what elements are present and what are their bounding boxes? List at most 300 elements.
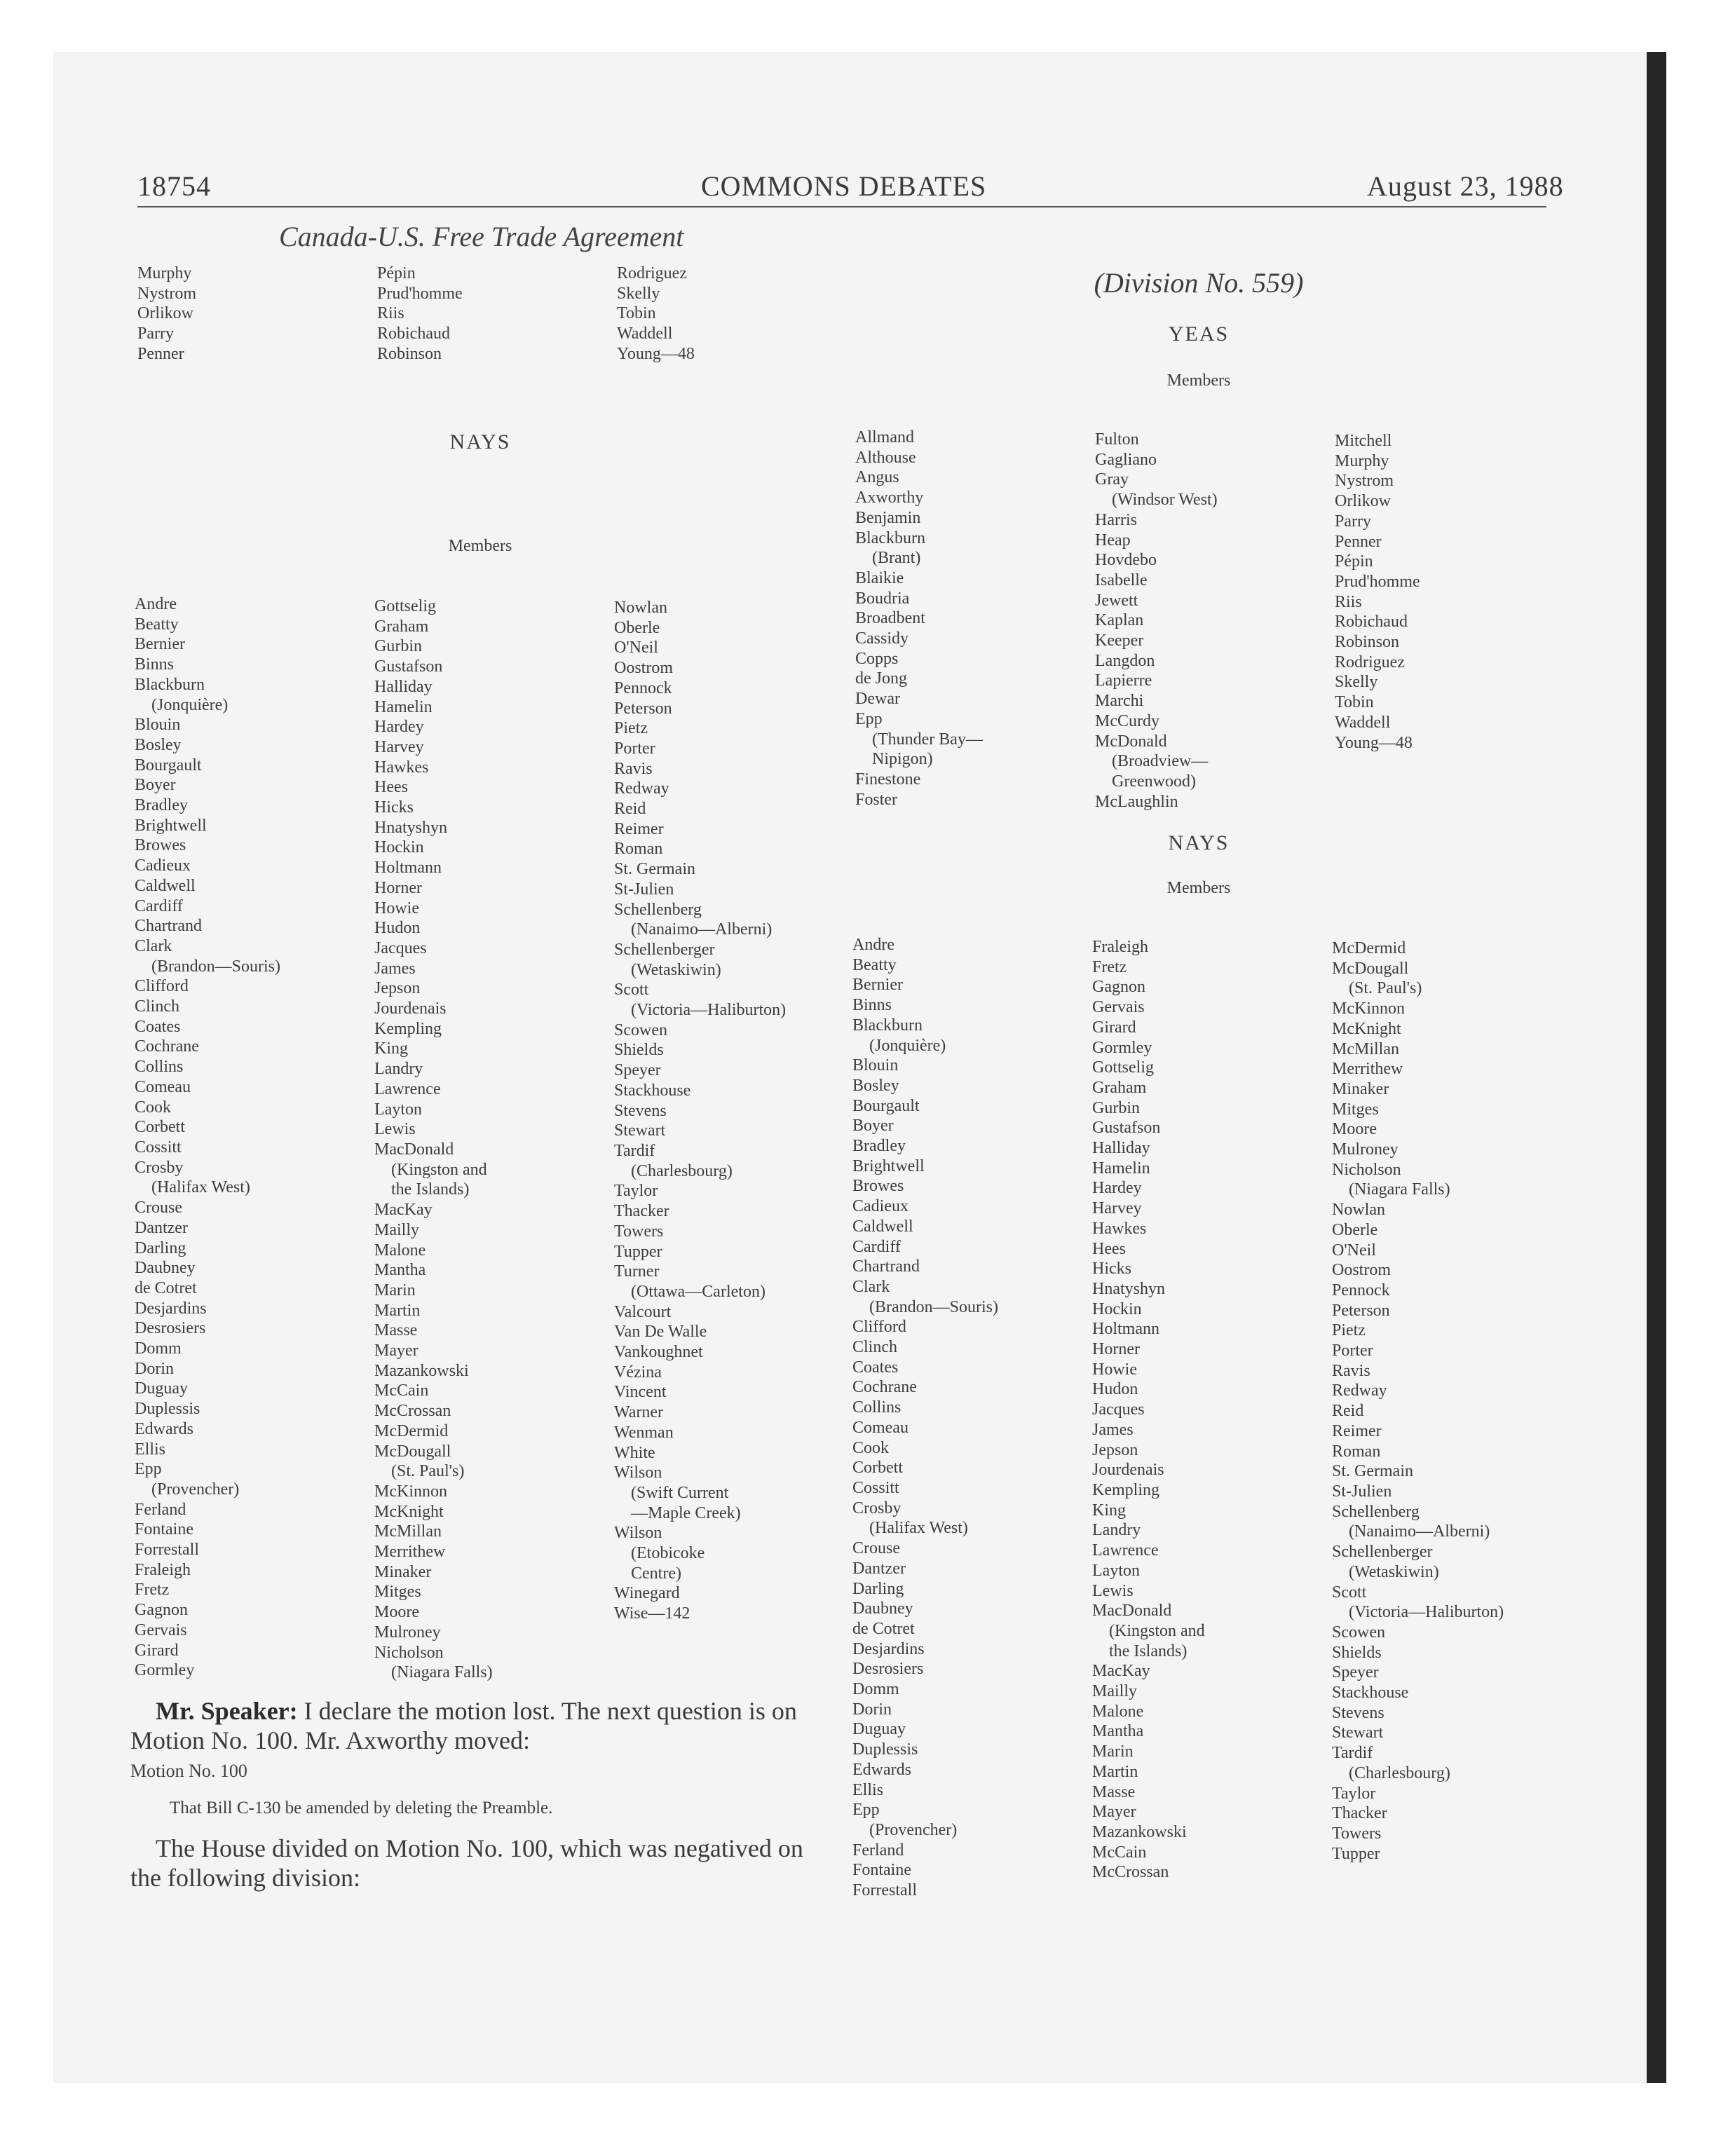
member-name: Epp — [135, 1460, 162, 1479]
member-name: Dantzer — [135, 1218, 188, 1237]
member-name: Hockin — [374, 838, 424, 857]
member-name: MacKay — [374, 1201, 433, 1220]
member-name: Binns — [852, 996, 892, 1015]
member-name: Holtmann — [374, 859, 442, 878]
member-name: Malone — [1092, 1702, 1144, 1721]
member-name: Langdon — [1095, 651, 1155, 670]
member-name: Epp — [852, 1801, 880, 1820]
member-name: McKnight — [1332, 1019, 1401, 1038]
member-name: Oberle — [1332, 1220, 1378, 1239]
member-name: St. Germain — [1332, 1462, 1413, 1481]
left-nays-col-3 — [614, 598, 786, 1624]
member-name: Oostrom — [1332, 1261, 1391, 1280]
member-name: Cossitt — [852, 1478, 899, 1497]
member-name: Isabelle — [1095, 571, 1148, 589]
member-name: Nowlan — [1332, 1201, 1385, 1220]
member-name: Jacques — [374, 939, 427, 957]
member-name: Oostrom — [614, 659, 673, 678]
member-name: Porter — [1332, 1342, 1373, 1360]
member-name: MacDonald — [374, 1140, 454, 1159]
member-name: Hicks — [1092, 1260, 1131, 1278]
member-name: Layton — [1092, 1561, 1140, 1580]
member-riding: (Provencher) — [869, 1820, 958, 1839]
member-name: Hudon — [374, 919, 421, 938]
speaker-paragraph — [130, 1696, 838, 1755]
member-riding: (Niagara Falls) — [391, 1663, 493, 1682]
member-name: Bourgault — [852, 1096, 920, 1115]
member-name: Ferland — [135, 1500, 186, 1519]
member-name: Harris — [1095, 510, 1137, 529]
member-name: Finestone — [855, 770, 921, 789]
member-name: Cochrane — [135, 1037, 199, 1056]
member-name: Martin — [1092, 1762, 1138, 1781]
member-name: King — [374, 1039, 408, 1058]
member-name: Epp — [855, 709, 883, 728]
member-name: Tupper — [614, 1242, 662, 1261]
member-name: Rodriguez — [1335, 653, 1405, 671]
member-name: Hamelin — [1092, 1159, 1150, 1178]
member-name: Murphy — [137, 264, 192, 282]
member-name: Boyer — [135, 776, 176, 795]
member-name: Orlikow — [1335, 492, 1391, 511]
member-name: Taylor — [1332, 1784, 1376, 1803]
member-name: Browes — [135, 836, 186, 855]
member-name: Dewar — [855, 690, 900, 709]
member-name: Cardiff — [135, 896, 183, 915]
member-name: McDougall — [1332, 959, 1409, 978]
member-name: Fulton — [1095, 430, 1139, 449]
member-name: Reimer — [1332, 1421, 1382, 1440]
member-riding: (Brandon—Souris) — [151, 957, 280, 976]
member-name: Cochrane — [852, 1378, 917, 1397]
member-name: Horner — [1092, 1340, 1140, 1359]
member-name: Gormley — [135, 1661, 195, 1680]
member-name: Heap — [1095, 531, 1131, 550]
member-name: Kempling — [1092, 1480, 1159, 1499]
member-name: Layton — [374, 1100, 422, 1119]
member-name: Mantha — [1092, 1722, 1144, 1741]
member-name: Bradley — [135, 796, 188, 815]
member-name: Hnatyshyn — [1092, 1279, 1165, 1298]
member-name: Blackburn — [852, 1016, 923, 1035]
member-name: Mitges — [1332, 1100, 1379, 1119]
member-name: Winegard — [614, 1584, 680, 1603]
member-name: Daubney — [135, 1259, 196, 1278]
member-name: Fretz — [1092, 957, 1127, 976]
member-name: Stewart — [614, 1121, 666, 1140]
member-name: McLaughlin — [1095, 792, 1178, 811]
member-riding: Greenwood) — [1112, 772, 1196, 791]
member-name: Gagnon — [1092, 978, 1145, 997]
member-name: Shields — [614, 1041, 664, 1060]
member-name: Warner — [614, 1403, 664, 1422]
member-name: Mulroney — [374, 1623, 441, 1642]
member-riding: (Halifax West) — [869, 1519, 968, 1538]
member-riding: (Etobicoke — [631, 1544, 705, 1563]
speaker-label: Mr. Speaker: — [156, 1697, 298, 1725]
member-name: Robichaud — [377, 325, 450, 343]
member-name: Reid — [614, 800, 646, 819]
member-name: Minaker — [374, 1562, 432, 1581]
member-name: Duplessis — [135, 1400, 200, 1419]
member-name: Caldwell — [135, 876, 196, 895]
member-name: McCurdy — [1095, 711, 1159, 730]
member-name: Gottselig — [1092, 1058, 1154, 1077]
member-name: Redway — [1332, 1381, 1387, 1400]
member-name: Valcourt — [614, 1302, 672, 1321]
member-name: Nystrom — [1335, 472, 1394, 491]
member-name: Beatty — [135, 615, 179, 634]
member-name: Hnatyshyn — [374, 818, 447, 837]
left-nays-heading: NAYS — [449, 430, 511, 453]
member-name: Wilson — [614, 1524, 662, 1543]
member-name: McKinnon — [1332, 999, 1405, 1018]
member-name: Oberle — [614, 618, 660, 637]
member-riding: —Maple Creek) — [631, 1503, 741, 1522]
member-name: Gustafson — [1092, 1119, 1161, 1138]
member-name: Crosby — [852, 1499, 901, 1517]
member-name: Caldwell — [852, 1217, 913, 1236]
member-name: Collins — [852, 1398, 901, 1417]
member-name: Ferland — [852, 1841, 904, 1860]
member-name: Tardif — [1332, 1744, 1373, 1763]
member-name: Marin — [374, 1281, 416, 1299]
member-name: Foster — [855, 790, 897, 809]
member-name: Kempling — [374, 1019, 442, 1038]
member-name: Vincent — [614, 1383, 667, 1402]
member-name: Comeau — [135, 1077, 191, 1096]
member-name: Tardif — [614, 1141, 655, 1160]
yeas-col-2 — [1095, 430, 1218, 812]
member-name: Pépin — [1335, 552, 1373, 571]
member-name: Benjamin — [855, 508, 921, 527]
member-riding: (Victoria—Haliburton) — [631, 1001, 787, 1020]
member-name: Schellenberg — [1332, 1502, 1420, 1521]
member-name: Hockin — [1092, 1299, 1142, 1318]
member-name: Rodriguez — [617, 264, 687, 282]
member-name: Angus — [855, 468, 899, 487]
member-name: Turner — [614, 1262, 660, 1281]
member-name: Holtmann — [1092, 1320, 1159, 1339]
member-name: Jepson — [374, 979, 421, 998]
member-name: Taylor — [614, 1182, 658, 1201]
member-name: Minaker — [1332, 1079, 1389, 1098]
right-nays-members-label: Members — [1166, 879, 1231, 897]
member-name: Crouse — [135, 1199, 182, 1217]
member-name: Marchi — [1095, 692, 1144, 711]
member-name: Howie — [1092, 1360, 1137, 1379]
member-name: Clifford — [135, 977, 189, 996]
member-name: Mayer — [1092, 1803, 1136, 1822]
member-name: Roman — [614, 840, 663, 859]
member-name: Axworthy — [855, 489, 924, 507]
member-riding: (Swift Current — [631, 1483, 729, 1502]
member-name: Girard — [135, 1641, 179, 1660]
member-name: Gray — [1095, 470, 1129, 489]
right-nays-col-1 — [852, 935, 998, 1901]
member-name: Parry — [1335, 512, 1371, 531]
member-riding: (St. Paul's) — [1349, 979, 1422, 998]
member-name: Girard — [1092, 1018, 1136, 1037]
member-name: Scowen — [1332, 1623, 1385, 1642]
member-name: Fraleigh — [1092, 938, 1148, 956]
member-name: Scowen — [614, 1021, 667, 1039]
member-name: Brightwell — [852, 1157, 925, 1175]
member-name: Riis — [377, 304, 404, 323]
member-name: Murphy — [1335, 451, 1389, 470]
member-name: Forrestall — [135, 1541, 199, 1560]
member-name: Lapierre — [1095, 671, 1152, 690]
member-riding: (Ottawa—Carleton) — [631, 1282, 766, 1301]
yeas-col-1 — [855, 428, 983, 810]
member-name: Masse — [374, 1321, 418, 1340]
member-name: Cassidy — [855, 629, 909, 648]
member-name: Gervais — [135, 1621, 187, 1639]
member-name: Chartrand — [852, 1257, 920, 1276]
member-name: Mitchell — [1335, 432, 1392, 450]
member-name: O'Neil — [1332, 1241, 1376, 1260]
member-name: Vézina — [614, 1363, 662, 1381]
member-name: Hudon — [1092, 1380, 1138, 1399]
division-paragraph — [130, 1834, 838, 1892]
member-name: Speyer — [1332, 1663, 1379, 1682]
binding-spine — [1647, 52, 1666, 2083]
member-name: Hardey — [374, 718, 424, 737]
motion-label: Motion No. 100 — [130, 1761, 247, 1781]
member-name: Pietz — [1332, 1321, 1366, 1340]
member-name: Andre — [135, 595, 177, 613]
member-name: Blaikie — [855, 568, 904, 587]
member-riding: Nipigon) — [872, 750, 933, 769]
member-name: Halliday — [374, 677, 433, 696]
member-name: Desrosiers — [852, 1660, 924, 1679]
member-name: McMillan — [374, 1522, 442, 1541]
member-riding: (Kingston and — [1109, 1621, 1205, 1640]
member-name: Fretz — [135, 1581, 170, 1599]
member-name: Gurbin — [374, 637, 422, 656]
member-name: MacDonald — [1092, 1602, 1172, 1621]
member-name: Mulroney — [1332, 1140, 1399, 1159]
member-name: Jepson — [1092, 1440, 1138, 1459]
member-name: Bernier — [852, 976, 903, 995]
member-name: Redway — [614, 779, 669, 798]
member-name: Towers — [614, 1222, 664, 1241]
member-name: Beatty — [852, 955, 897, 974]
member-riding: Centre) — [631, 1564, 681, 1583]
member-name: Ravis — [1332, 1361, 1370, 1380]
member-riding: (Brant) — [872, 549, 921, 568]
member-name: Marin — [1092, 1742, 1134, 1761]
member-name: Wenman — [614, 1423, 674, 1442]
member-name: Crouse — [852, 1539, 900, 1558]
member-name: Jewett — [1095, 591, 1138, 610]
member-name: Young—48 — [617, 344, 695, 363]
member-name: Mailly — [1092, 1682, 1137, 1701]
member-name: Harvey — [374, 737, 424, 756]
yeas-col-3 — [1335, 431, 1420, 753]
member-name: Clinch — [852, 1338, 897, 1357]
division-title: (Division No. 559) — [1094, 267, 1304, 299]
right-nays-heading: NAYS — [1168, 831, 1230, 854]
member-name: Desrosiers — [135, 1319, 206, 1338]
left-nays-col-1 — [135, 594, 280, 1681]
member-name: Towers — [1332, 1824, 1382, 1843]
member-name: Wise—142 — [614, 1604, 690, 1623]
member-name: Landry — [1092, 1521, 1141, 1540]
publication-title: COMMONS DEBATES — [701, 170, 987, 202]
member-riding: (Niagara Falls) — [1349, 1180, 1450, 1199]
member-name: Cook — [852, 1438, 890, 1457]
member-name: Duguay — [135, 1379, 188, 1398]
member-name: McCain — [374, 1381, 429, 1400]
member-name: Dorin — [852, 1700, 892, 1719]
member-name: Robinson — [377, 344, 442, 363]
member-name: Young—48 — [1335, 733, 1413, 752]
member-riding: (Thunder Bay— — [872, 730, 983, 749]
right-nays-col-3 — [1332, 939, 1504, 1864]
member-name: Nicholson — [1332, 1160, 1401, 1179]
member-name: Pietz — [614, 719, 648, 738]
member-name: Gurbin — [1092, 1098, 1140, 1117]
member-name: James — [1092, 1420, 1134, 1439]
member-name: Pépin — [377, 264, 416, 282]
member-name: St-Julien — [1332, 1482, 1392, 1501]
member-riding: (Charlesbourg) — [631, 1161, 733, 1180]
member-name: Reimer — [614, 819, 664, 838]
member-name: Lawrence — [374, 1079, 441, 1098]
member-name: Cadieux — [135, 857, 191, 875]
member-name: Bernier — [135, 635, 185, 654]
member-name: Forrestall — [852, 1881, 917, 1900]
subject-title: Canada-U.S. Free Trade Agreement — [279, 221, 684, 252]
member-name: Jacques — [1092, 1400, 1145, 1419]
member-name: Jourdenais — [374, 999, 447, 1018]
member-name: Allmand — [855, 428, 914, 446]
member-name: James — [374, 959, 416, 978]
member-name: Gagnon — [135, 1601, 188, 1620]
member-name: Porter — [614, 739, 655, 758]
member-name: Cadieux — [852, 1197, 909, 1216]
member-name: Riis — [1335, 592, 1362, 611]
member-name: Collins — [135, 1058, 184, 1077]
member-name: McCain — [1092, 1843, 1147, 1862]
member-name: Gustafson — [374, 657, 443, 676]
member-name: Ellis — [135, 1440, 166, 1459]
member-riding: (Nanaimo—Alberni) — [1349, 1522, 1490, 1541]
member-name: Hees — [374, 778, 408, 797]
member-name: Penner — [137, 344, 184, 363]
member-riding: (Brandon—Souris) — [869, 1297, 998, 1316]
member-name: Hees — [1092, 1239, 1126, 1258]
member-name: McDougall — [374, 1442, 451, 1461]
member-name: Pennock — [1332, 1281, 1390, 1299]
member-name: Malone — [374, 1241, 426, 1260]
member-name: Shields — [1332, 1643, 1382, 1662]
yeas-members-label: Members — [1166, 371, 1231, 390]
member-name: Scott — [1332, 1583, 1367, 1602]
yeas-heading: YEAS — [1168, 322, 1230, 346]
member-name: Mayer — [374, 1342, 419, 1360]
member-name: Nowlan — [614, 599, 667, 617]
member-name: Darling — [852, 1579, 904, 1598]
member-name: Pennock — [614, 678, 672, 697]
member-name: Landry — [374, 1060, 423, 1079]
right-nays-col-2 — [1092, 937, 1205, 1883]
member-name: Graham — [374, 617, 429, 636]
member-name: McKinnon — [374, 1482, 447, 1501]
member-riding: (Nanaimo—Alberni) — [631, 920, 773, 939]
member-name: Dorin — [135, 1359, 174, 1378]
member-name: Peterson — [1332, 1301, 1390, 1320]
member-name: Edwards — [852, 1760, 911, 1779]
member-riding: (Kingston and — [391, 1160, 487, 1179]
member-name: Hovdebo — [1095, 551, 1157, 570]
member-name: Vankoughnet — [614, 1343, 703, 1362]
member-name: Bradley — [852, 1137, 906, 1156]
member-name: Fontaine — [135, 1520, 193, 1539]
member-name: Bosley — [852, 1076, 899, 1095]
member-name: Mazankowski — [1092, 1822, 1187, 1841]
member-name: Mazankowski — [374, 1361, 469, 1380]
member-name: Martin — [374, 1301, 421, 1320]
member-name: Tupper — [1332, 1844, 1380, 1863]
member-name: Hicks — [374, 798, 414, 817]
member-name: Prud'homme — [1335, 572, 1420, 591]
member-name: Stevens — [1332, 1703, 1384, 1722]
member-name: Ellis — [852, 1780, 884, 1799]
member-name: Waddell — [617, 325, 673, 343]
member-name: Fraleigh — [135, 1560, 191, 1579]
member-name: Edwards — [135, 1419, 193, 1438]
member-name: Cossitt — [135, 1138, 182, 1157]
member-name: Andre — [852, 936, 894, 954]
member-name: Boyer — [852, 1117, 894, 1135]
speaker-text: I declare the motion lost. The next question is on Motion No. 100. Mr. Axworthy moved: — [130, 1697, 797, 1754]
member-name: McMillan — [1332, 1039, 1399, 1058]
member-riding: (St. Paul's) — [391, 1462, 465, 1481]
member-name: Gormley — [1092, 1038, 1152, 1057]
member-name: Stackhouse — [1332, 1684, 1409, 1703]
continuation-col-3 — [617, 264, 695, 364]
member-name: St. Germain — [614, 860, 695, 879]
member-name: Gervais — [1092, 998, 1145, 1017]
member-riding: (Wetaskiwin) — [631, 960, 721, 979]
member-name: Daubney — [852, 1599, 913, 1618]
member-name: Coates — [852, 1358, 899, 1377]
member-name: Mitges — [374, 1583, 421, 1602]
left-nays-col-2 — [374, 596, 493, 1683]
member-name: McCrossan — [1092, 1863, 1169, 1882]
member-name: Darling — [135, 1239, 186, 1257]
member-name: Clark — [852, 1277, 890, 1296]
member-name: Domm — [135, 1339, 182, 1358]
member-name: Scott — [614, 981, 649, 999]
member-name: Thacker — [1332, 1804, 1387, 1823]
member-name: Stevens — [614, 1101, 667, 1120]
member-name: Corbett — [852, 1459, 903, 1478]
member-name: Orlikow — [137, 304, 193, 323]
member-name: Hawkes — [1092, 1219, 1147, 1238]
member-riding: (Victoria—Haliburton) — [1349, 1603, 1504, 1622]
member-riding: (Windsor West) — [1112, 491, 1218, 510]
member-name: Dantzer — [852, 1559, 906, 1578]
member-name: Kaplan — [1095, 611, 1144, 630]
member-name: Mantha — [374, 1261, 426, 1280]
member-riding: (Charlesbourg) — [1349, 1763, 1450, 1782]
member-name: Desjardins — [852, 1639, 925, 1658]
member-name: Coates — [135, 1017, 181, 1036]
page-number: 18754 — [137, 170, 211, 202]
